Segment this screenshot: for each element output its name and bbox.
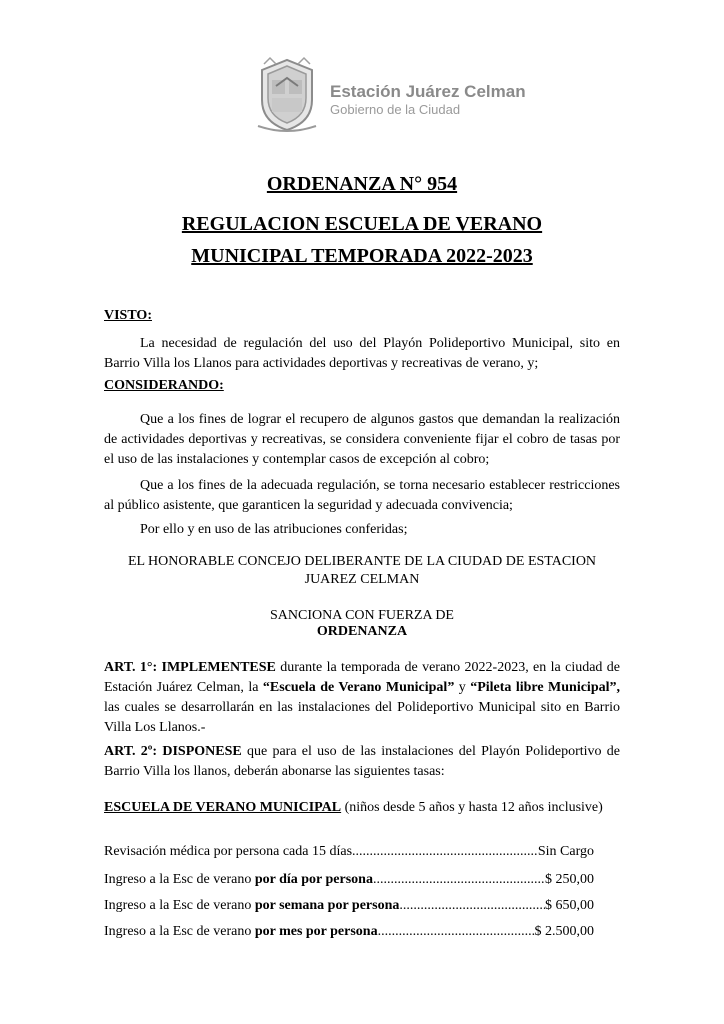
brand-subtitle: Gobierno de la Ciudad — [330, 102, 461, 117]
article-1 — [104, 658, 620, 738]
fee-row — [104, 870, 594, 890]
article-1-label: ART. 1°: IMPLEMENTESE — [104, 660, 276, 675]
considerando-paragraph-3: Por ello y en uso de las atribuciones conferidas; — [140, 522, 408, 537]
subject-title-line1: REGULACION ESCUELA DE VERANO — [181, 213, 543, 235]
fee-leader-dots — [373, 870, 545, 890]
brand-block — [330, 82, 526, 117]
fee-row — [104, 842, 594, 862]
fee-amount: $ 2.500,00 — [534, 924, 594, 939]
ordinance-number-title: ORDENANZA N° 954 — [266, 173, 458, 195]
fee-leader-dots — [378, 922, 535, 942]
fee-amount: $ 650,00 — [545, 898, 594, 913]
fee-label-text: Ingreso a la Esc de verano — [104, 924, 255, 939]
fee-label-text: Ingreso a la Esc de verano — [104, 898, 255, 913]
council-line-2: JUAREZ CELMAN — [304, 572, 420, 587]
subject-title-line2: MUNICIPAL TEMPORADA 2022-2023 — [191, 245, 533, 267]
school-heading-text: ESCUELA DE VERANO MUNICIPAL — [104, 800, 342, 815]
fee-amount: Sin Cargo — [537, 844, 594, 859]
fee-row — [104, 896, 594, 916]
visto-heading — [104, 306, 620, 326]
fee-label — [104, 842, 352, 862]
considerando-paragraph-1: Que a los fines de lograr el recupero de algunos gastos que demandan la realización de actividades deportivas y recreativas, se considera conveniente fijar el cobro de tasas por el uso de las instalaciones y contemplar casos de excepción al cobro; — [104, 412, 620, 467]
brand-title: Estación Juárez Celman — [330, 82, 526, 101]
fee-leader-dots — [352, 842, 538, 862]
considerando-paragraph-2: Que a los fines de la adecuada regulación, se torna necesario establecer restricciones al público asistente, que garanticen la seguridad y adecuada convivencia; — [104, 478, 620, 513]
fee-leader-dots — [399, 896, 545, 916]
fee-row — [104, 922, 594, 942]
fee-label — [104, 922, 378, 942]
sanciona-line: SANCIONA CON FUERZA DE — [270, 608, 454, 623]
fee-label — [104, 896, 399, 916]
article-1-text-b: y — [454, 680, 471, 695]
ordenanza-label: ORDENANZA — [316, 624, 408, 639]
article-2-label: ART. 2º: DISPONESE — [104, 744, 242, 759]
fee-label-text: Revisación médica por persona cada 15 días — [104, 844, 353, 859]
considerando-heading — [104, 376, 620, 396]
fee-label-text: Ingreso a la Esc de verano — [104, 872, 255, 887]
article-1-bold-a: “Escuela de Verano Municipal” — [262, 680, 455, 695]
considerando-heading-text: CONSIDERANDO: — [104, 378, 224, 393]
school-heading-note: (niños desde 5 años y hasta 12 años inclusive) — [341, 800, 603, 815]
article-2 — [104, 742, 620, 782]
fee-label-bold: por día por persona — [254, 872, 373, 887]
municipal-crest-logo — [254, 56, 320, 134]
school-heading — [104, 798, 620, 818]
article-1-text-a: durante la temporada de verano 2022-2023, en la ciudad de Estación Juárez Celman, la — [104, 660, 621, 695]
article-1-text-c: las cuales se desarrollarán en las instalaciones del Polideportivo Municipal sito en Barrio Villa Los Llanos.- — [104, 700, 620, 735]
visto-paragraph: La necesidad de regulación del uso del Playón Polideportivo Municipal, sito en Barrio Villa los Llanos para actividades deportivas y recreativas de verano, y; — [104, 336, 620, 371]
fee-amount: $ 250,00 — [545, 872, 594, 887]
article-1-bold-b: “Pileta libre Municipal”, — [470, 680, 621, 695]
fee-label — [104, 870, 373, 890]
council-line-1: EL HONORABLE CONCEJO DELIBERANTE DE LA CIUDAD DE ESTACION — [127, 554, 597, 569]
visto-heading-text: VISTO: — [104, 308, 152, 323]
article-2-text: que para el uso de las instalaciones del Playón Polideportivo de Barrio Villa los llanos, deberán abonarse las siguientes tasas: — [104, 744, 620, 779]
fee-label-bold: por semana por persona — [254, 898, 400, 913]
fee-label-bold: por mes por persona — [254, 924, 378, 939]
